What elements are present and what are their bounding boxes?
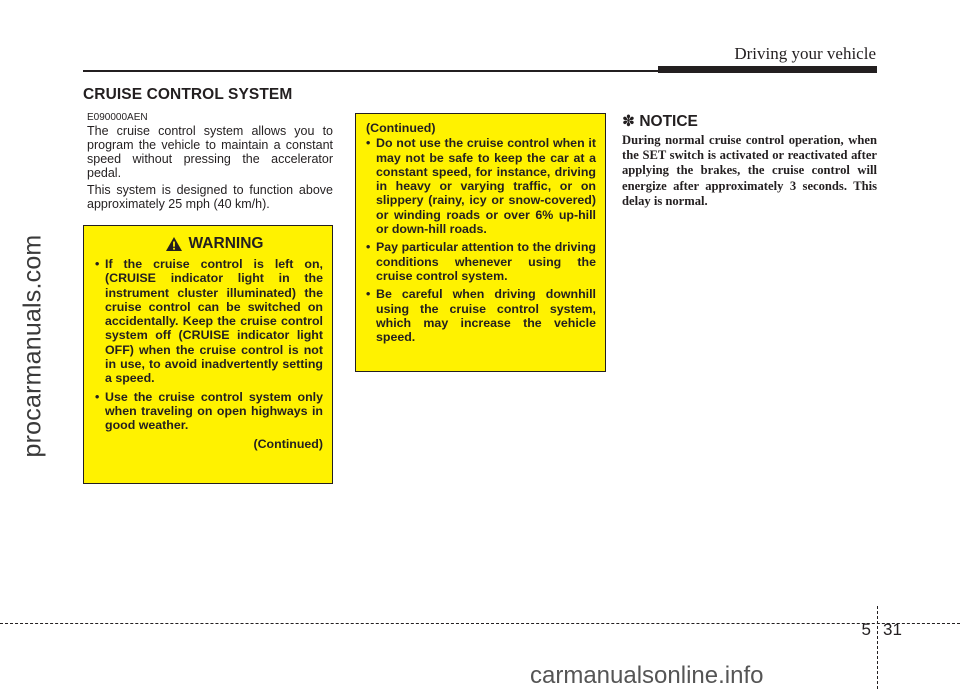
footer-divider bbox=[0, 623, 960, 624]
warning-list bbox=[95, 257, 323, 433]
reference-code: E090000AEN bbox=[87, 112, 148, 123]
header-rule bbox=[83, 70, 663, 72]
warning-item: • Be careful when driving downhill using the cruise control system, which may increase the vehicle speed. bbox=[366, 287, 596, 344]
notice-heading bbox=[622, 112, 698, 131]
warning-header bbox=[105, 234, 323, 254]
warning-triangle-icon bbox=[165, 236, 183, 252]
notice-body: During normal cruise control operation, when the SET switch is activated or reactivated after applying the brakes, the cruise control will energize after approximately 3 seconds. This delay is normal. bbox=[622, 133, 877, 208]
warning-heading: WARNING bbox=[188, 234, 264, 252]
warning-item: • If the cruise control is left on, (CRUISE indicator light in the instrument cluster illuminated) the cruise control can be switched on accidentally. Keep the cruise control system off (CRUISE indicator light OFF) when the cruise control is not in use, to avoid inadvertently setting a speed. bbox=[95, 257, 323, 386]
notice-mark-icon: ✽ bbox=[622, 112, 635, 130]
page-number: 31 bbox=[883, 620, 902, 639]
header-rule-thick bbox=[658, 66, 877, 73]
warning-continued-box bbox=[355, 113, 606, 372]
continued-label-top: (Continued) bbox=[366, 121, 436, 135]
warning-item: • Use the cruise control system only when traveling on open highways in good weather. bbox=[95, 390, 323, 433]
page-number-divider bbox=[877, 606, 878, 689]
warning-item: • Pay particular attention to the driving conditions whenever using the cruise control system. bbox=[366, 240, 596, 283]
chapter-number: 5 bbox=[861, 620, 871, 639]
bottom-watermark: carmanualsonline.info bbox=[530, 662, 764, 689]
section-heading: CRUISE CONTROL SYSTEM bbox=[83, 86, 293, 103]
warning-box bbox=[83, 225, 333, 484]
chapter-title: Driving your vehicle bbox=[734, 44, 876, 63]
intro-paragraph: The cruise control system allows you to program the vehicle to maintain a constant speed without pressing the accelerator pedal. bbox=[87, 124, 333, 180]
side-watermark: procarmanuals.com bbox=[18, 234, 47, 458]
notice-heading-text: NOTICE bbox=[639, 113, 698, 130]
speed-paragraph: This system is designed to function above approximately 25 mph (40 km/h). bbox=[87, 183, 333, 211]
warning-continued-list bbox=[366, 136, 596, 344]
warning-item: • Do not use the cruise control when it may not be safe to keep the car at a constant speed, for instance, driving in heavy or varying traffic, or on slippery (rainy, icy or snow-covered) or winding roads or over 6% up-hill or down-hill roads. bbox=[366, 136, 596, 236]
continued-label: (Continued) bbox=[253, 436, 323, 451]
